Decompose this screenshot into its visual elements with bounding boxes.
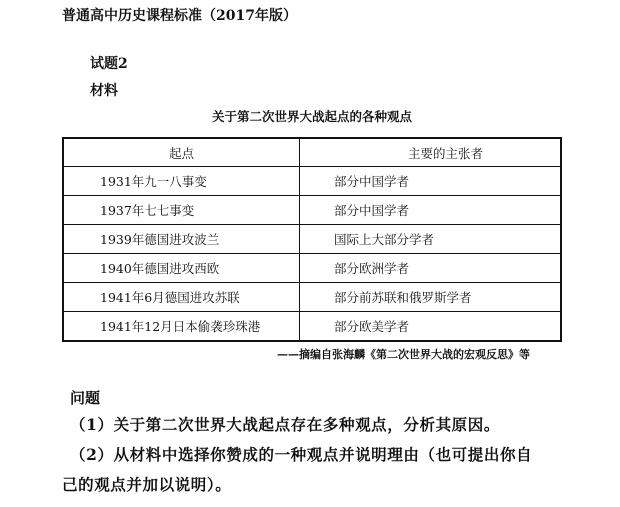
origin-cell: 1940年德国进攻西欧 bbox=[63, 254, 300, 283]
table-row bbox=[63, 254, 561, 283]
question-1: （1）关于第二次世界大战起点存在多种观点，分析其原因。 bbox=[70, 415, 500, 434]
holders-cell: 部分欧洲学者 bbox=[300, 254, 562, 283]
table-row bbox=[63, 312, 561, 342]
table-row bbox=[63, 283, 561, 312]
holders-cell: 部分中国学者 bbox=[300, 196, 562, 225]
question-2-line-2: 己的观点并加以说明）。 bbox=[62, 475, 232, 494]
questions-heading: 问题 bbox=[70, 389, 101, 407]
table-header-row bbox=[63, 138, 561, 167]
origin-cell: 1941年12月日本偷袭珍珠港 bbox=[63, 312, 300, 342]
holders-cell: 部分欧美学者 bbox=[300, 312, 562, 342]
origin-cell: 1937年七七事变 bbox=[63, 196, 300, 225]
column-header-holders: 主要的主张者 bbox=[300, 138, 562, 167]
table-row bbox=[63, 196, 561, 225]
table-caption: 关于第二次世界大战起点的各种观点 bbox=[211, 109, 412, 124]
column-header-origin: 起点 bbox=[63, 138, 300, 167]
origin-cell: 1931年九一八事变 bbox=[63, 167, 300, 196]
material-label: 材料 bbox=[90, 83, 118, 99]
holders-cell: 部分前苏联和俄罗斯学者 bbox=[300, 283, 562, 312]
source-citation: ——摘编自张海麟《第二次世界大战的宏观反思》等 bbox=[277, 348, 530, 361]
exercise-number: 试题2 bbox=[90, 56, 128, 72]
table-row bbox=[63, 167, 561, 196]
document-title: 普通高中历史课程标准（2017年版） bbox=[62, 8, 297, 24]
table-row bbox=[63, 225, 561, 254]
holders-cell: 国际上大部分学者 bbox=[300, 225, 562, 254]
origin-cell: 1939年德国进攻波兰 bbox=[63, 225, 300, 254]
viewpoints-table bbox=[62, 137, 562, 342]
question-2-line-1: （2）从材料中选择你赞成的一种观点并说明理由（也可提出你自 bbox=[70, 445, 533, 464]
holders-cell: 部分中国学者 bbox=[300, 167, 562, 196]
origin-cell: 1941年6月德国进攻苏联 bbox=[63, 283, 300, 312]
